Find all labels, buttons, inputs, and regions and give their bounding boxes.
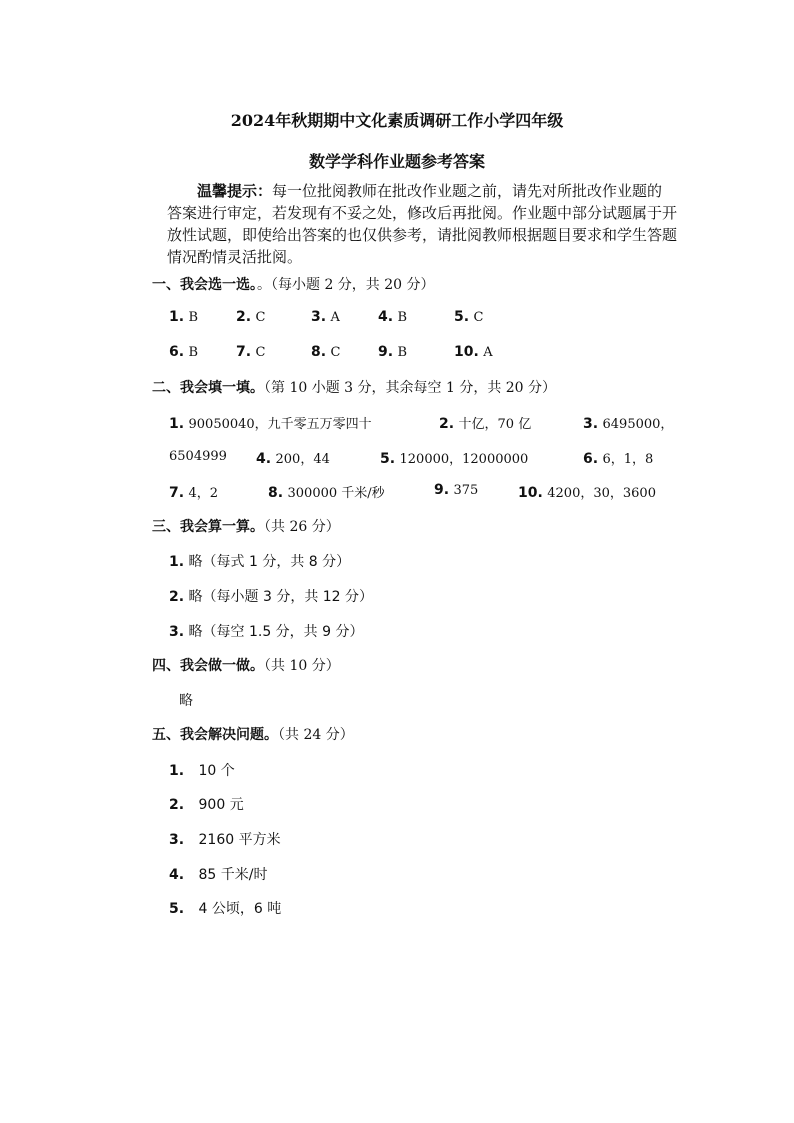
answer-item: 9. 375: [434, 482, 479, 498]
answer-item: 6504999: [169, 449, 227, 464]
notice-paragraph: [167, 180, 677, 268]
answer-item: 1. 略（每式 1 分，共 8 分）: [169, 554, 351, 570]
answer-item: 3. A: [311, 309, 340, 325]
answer-item: 2. 十亿，70 亿: [439, 416, 532, 432]
answer-item: 10. A: [454, 344, 493, 360]
section-3-heading: 三、我会算一算。（共 26 分）: [152, 519, 340, 535]
notice-text: 每一位批阅教师在批改作业题之前，请先对所批改作业题的答案进行审定，若发现有不妥之处，修改后再批阅。作业题中部分试题属于开放性试题，即使给出答案的也仅供参考，请批阅教师根据题目要求和学生答题情况酌情灵活批阅。: [167, 182, 678, 266]
answer-item: 3. 2160 平方米: [169, 832, 281, 848]
answer-item: 7. 4，2: [169, 485, 219, 501]
answer-item: 2. C: [236, 309, 266, 325]
section-2-heading: 二、我会填一填。（第 10 小题 3 分，其余每空 1 分，共 20 分）: [152, 380, 557, 396]
answer-item: 5. 4 公顷，6 吨: [169, 901, 282, 917]
answer-item: 4. 85 千米/时: [169, 867, 268, 883]
notice-label: 温馨提示：: [197, 182, 273, 200]
answer-item: 7. C: [236, 344, 266, 360]
answer-item: 1. B: [169, 309, 199, 325]
answer-item: 8. C: [311, 344, 341, 360]
page-subtitle: 数学学科作业题参考答案: [308, 152, 485, 171]
answer-item: 10. 4200，30，3600: [518, 485, 656, 501]
answer-item: 1. 10 个: [169, 763, 235, 779]
section-4-heading: 四、我会做一做。（共 10 分）: [152, 658, 340, 674]
answer-item: 6. B: [169, 344, 199, 360]
answer-item: 9. B: [378, 344, 408, 360]
answer-item: 3. 略（每空 1.5 分，共 9 分）: [169, 624, 364, 640]
answer-item: 6. 6，1，8: [583, 451, 654, 467]
answer-item: 5. C: [454, 309, 484, 325]
answer-item: 2. 略（每小题 3 分，共 12 分）: [169, 589, 374, 605]
answer-item: 2. 900 元: [169, 797, 244, 813]
answer-item: 5. 120000，12000000: [380, 451, 529, 467]
answer-item: 1. 90050040，九千零五万零四十: [169, 416, 372, 432]
page-title: 2024年秋期期中文化素质调研工作小学四年级: [230, 111, 564, 130]
answer-item: 4. B: [378, 309, 408, 325]
section-1-heading: 一、我会选一选。。（每小题 2 分，共 20 分）: [152, 277, 435, 293]
section-4-answer: 略: [179, 693, 193, 709]
section-5-heading: 五、我会解决问题。（共 24 分）: [152, 727, 354, 743]
answer-item: 3. 6495000，: [583, 416, 674, 432]
answer-item: 8. 300000 千米/秒: [268, 485, 385, 501]
answer-item: 4. 200，44: [256, 451, 330, 467]
